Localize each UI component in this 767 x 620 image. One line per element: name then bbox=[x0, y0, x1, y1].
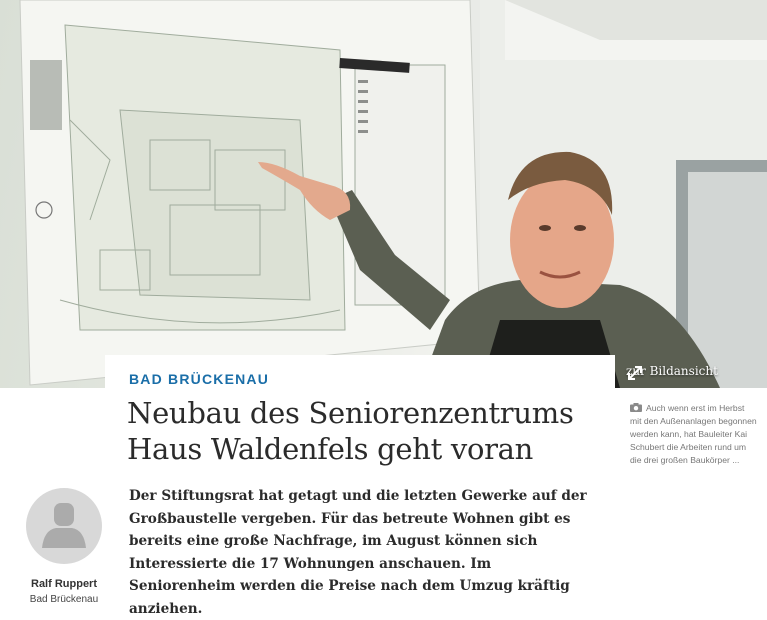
image-caption-text: Auch wenn erst im Herbst mit den Außenanlagen begonnen werden kann, hat Bauleiter Kai Schubert die Arbeiten rund um die drei großen Baukörper ... bbox=[630, 403, 757, 465]
article-headline: Neubau des Seniorenzentrums Haus Waldenfels geht voran bbox=[127, 396, 574, 466]
view-image-link[interactable] bbox=[626, 364, 718, 378]
image-caption bbox=[630, 402, 758, 467]
author-name[interactable]: Ralf Ruppert bbox=[31, 578, 97, 590]
user-silhouette-icon bbox=[26, 488, 102, 564]
article-kicker: BAD BRÜCKENAU bbox=[129, 371, 270, 387]
article-lead: Der Stiftungsrat hat getagt und die letzten Gewerke auf der Großbaustelle vergeben. Für das betreute Wohnen gibt es bereits eine große Nachfrage, im August können sich Interessierte die 17 Wohnungen anschauen. Im Seniorenheim werden die Preise nach dem Umzug kräftig anziehen. bbox=[129, 488, 587, 617]
camera-icon bbox=[630, 403, 642, 412]
view-image-label: zur Bildansicht bbox=[626, 364, 718, 378]
expand-icon bbox=[626, 364, 644, 382]
author-avatar[interactable] bbox=[26, 488, 102, 564]
article-card bbox=[105, 355, 615, 617]
author-location: Bad Brückenau bbox=[29, 594, 99, 605]
